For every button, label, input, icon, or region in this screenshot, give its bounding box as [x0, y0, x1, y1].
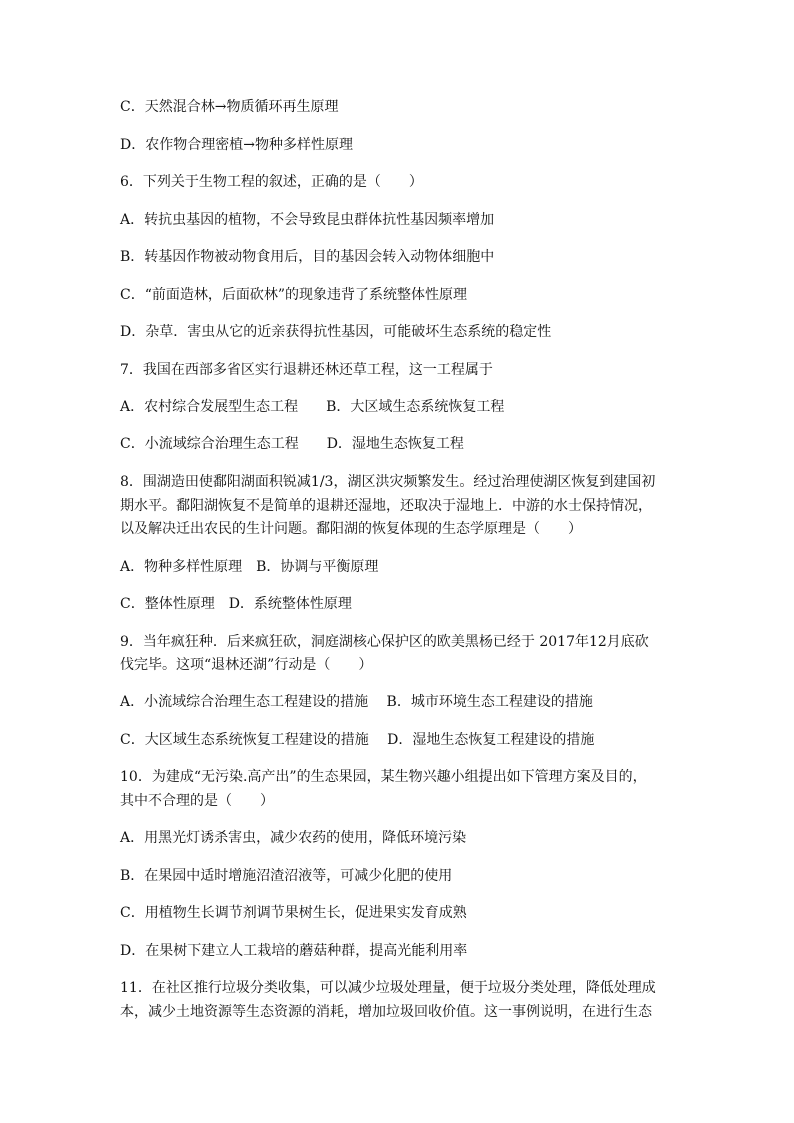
option-b-q6: B．转基因作物被动物食用后，目的基因会转入动物体细胞中: [120, 249, 495, 265]
option-a-q10: A．用黑光灯诱杀害虫，减少农药的使用，降低环境污染: [120, 830, 467, 846]
option-d-q10: D．在果树下建立人工栽培的蘑菇种群，提高光能利用率: [120, 943, 468, 959]
option-b-q10: B．在果园中适时增施沼渣沼液等，可减少化肥的使用: [120, 868, 453, 884]
options-ab-q7: A．农村综合发展型生态工程 B．大区域生态系统恢复工程: [120, 399, 505, 415]
question-11-line-2: 本，减少土地资源等生态资源的消耗，增加垃圾回收价值。这一事例说明，在进行生态: [120, 1004, 652, 1020]
options-ab-q9: A．小流域综合治理生态工程建设的措施 B．城市环境生态工程建设的措施: [120, 694, 593, 710]
question-9-line-2: 伐完毕。这项“退林还湖”行动是（ ）: [120, 657, 373, 673]
question-6: 6．下列关于生物工程的叙述，正确的是（ ）: [120, 174, 423, 190]
question-11-line-1: 11．在社区推行垃圾分类收集，可以减少垃圾处理量，便于垃圾分类处理，降低处理成: [120, 980, 656, 996]
option-d-q5: D．农作物合理密植→物种多样性原理: [120, 137, 353, 153]
option-c-q6: C．“前面造林，后面砍林”的现象违背了系统整体性原理: [120, 287, 468, 303]
question-8-line-2: 期水平。鄱阳湖恢复不是简单的退耕还湿地，还取决于湿地上．中游的水士保持情况，: [120, 498, 652, 514]
question-9-line-1: 9．当年疯狂种．后来疯狂砍，洞庭湖核心保护区的欧美黑杨已经于 2017年12月底砍: [120, 634, 649, 650]
option-c-q5: C．天然混合林→物质循环再生原理: [120, 99, 339, 115]
option-c-q10: C．用植物生长调节剂调节果树生长，促进果实发育成熟: [120, 905, 467, 921]
options-cd-q7: C．小流域综合治理生态工程 D．湿地生态恢复工程: [120, 436, 464, 452]
question-7: 7．我国在西部多省区实行退耕还林还草工程，这一工程属于: [120, 362, 493, 378]
options-cd-q9: C．大区域生态系统恢复工程建设的措施 D．湿地生态恢复工程建设的措施: [120, 732, 595, 748]
question-10-line-2: 其中不合理的是（ ）: [120, 793, 274, 809]
option-a-q6: A．转抗虫基因的植物，不会导致昆虫群体抗性基因频率增加: [120, 212, 495, 228]
option-d-q6: D．杂草．害虫从它的近亲获得抗性基因，可能破坏生态系统的稳定性: [120, 324, 552, 340]
question-10-line-1: 10．为建成“无污染.高产出”的生态果园，某生物兴趣小组提出如下管理方案及目的，: [120, 769, 647, 785]
options-cd-q8: C．整体性原理 D．系统整体性原理: [120, 596, 352, 612]
options-ab-q8: A．物种多样性原理 B．协调与平衡原理: [120, 559, 379, 575]
question-8-line-3: 以及解决迁出农民的生计问题。鄱阳湖的恢复体现的生态学原理是（ ）: [120, 521, 582, 537]
question-8-line-1: 8．围湖造田使鄱阳湖面积锐减1/3，湖区洪灾频繁发生。经过治理使湖区恢复到建国初: [120, 474, 656, 490]
